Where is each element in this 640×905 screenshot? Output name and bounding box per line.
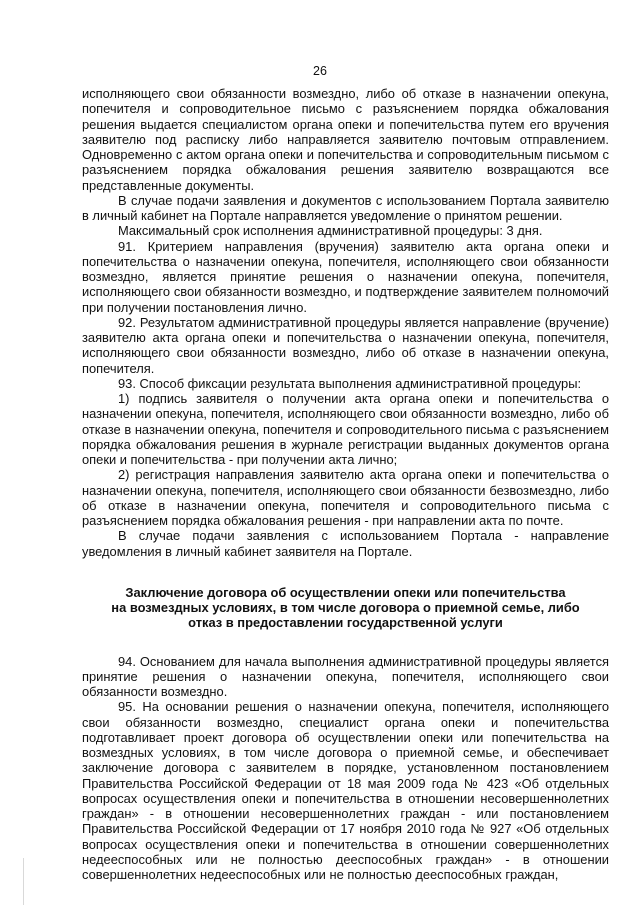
paragraph: Максимальный срок исполнения административной процедуры: 3 дня. xyxy=(118,223,543,239)
paragraph: исполняющего свои обязанности возмездно, либо об отказе в назначении опекуна, попечителя и сопроводительное письмо с разъяснением порядка обжалования решения выдается специалистом органа опеки и попечительства путем его вручения заявителю под расписку либо направляется заявителю почтовым отправлением. Одновременно с актом органа опеки и попечительства и сопроводительным письмом с разъяснением порядка обжалования решения заявителю возвращаются все представленные документы. xyxy=(82,86,609,193)
paragraph-item-94: 94. Основанием для начала выполнения административной процедуры является принятие решения о назначении опекуна, попечителя, исполняющего свои обязанности возмездно. xyxy=(82,653,609,699)
paragraph-item-95: 95. На основании решения о назначении опекуна, попечителя, исполняющего свои обязанности возмездно, специалист органа опеки и попечительства подготавливает проект договора об осуществлении опеки или попечительства на возмездных условиях, в том числе договора о приемной семье, и обеспечивает заключение договора с заявителем в порядке, установленном постановлением Правительства Российской Федерации от 18 мая 2009 года № 423 «Об отдельных вопросах осуществления опеки и попечительства в отношении несовершеннолетних граждан» - в отношении несовершеннолетних граждан - или постановлением Правительства Российской Федерации от 17 ноября 2010 года № 927 «Об отдельных вопросах осуществления опеки и попечительства в отношении совершеннолетних недееспособных или не полностью дееспособных граждан» - в отношении совершеннолетних недееспособных или не полностью дееспособных граждан, xyxy=(82,699,609,882)
section-heading-line: Заключение договора об осуществлении опеки или попечительства xyxy=(125,584,566,600)
scan-edge-mark xyxy=(23,858,24,905)
section-heading-line: отказ в предоставлении государственной услуги xyxy=(188,615,503,631)
page-number: 26 xyxy=(313,64,327,78)
paragraph-item-92: 92. Результатом административной процедуры является направление (вручение) заявителю акта органа опеки и попечительства о назначении опекуна, попечителя, исполняющего свои обязанности возмездно, либо об отказе в назначении опекуна, попечителя. xyxy=(82,314,609,376)
document-body xyxy=(82,86,609,882)
paragraph: В случае подачи заявления и документов с использованием Портала заявителю в личный кабинет на Портале направляется уведомление о принятом решении. xyxy=(82,192,609,223)
section-heading xyxy=(82,585,609,631)
paragraph-item-93: 93. Способ фиксации результата выполнения административной процедуры: xyxy=(118,375,582,391)
section-heading-line: на возмездных условиях, в том числе договора о приемной семье, либо xyxy=(111,600,580,615)
paragraph-item-91: 91. Критерием направления (вручения) заявителю акта органа опеки и попечительства о назначении опекуна, попечителя, исполняющего свои обязанности возмездно, является принятие решения о назначении опекуна, попечителя, исполняющего свои обязанности возмездно, и подтверждение заявителем полномочий при получении постановления лично. xyxy=(82,238,609,315)
paragraph: В случае подачи заявления с использованием Портала - направление уведомления в личный кабинет заявителя на Портале. xyxy=(82,528,609,559)
paragraph-subitem-1: 1) подпись заявителя о получении акта органа опеки и попечительства о назначении опекуна, попечителя, исполняющего свои обязанности возмездно, либо об отказе в назначении опекуна, попечителя и сопроводительного письма с разъяснением порядка обжалования решения в журнале регистрации выданных документов органа опеки и попечительства - при получении акта лично; xyxy=(82,391,609,467)
paragraph-subitem-2: 2) регистрация направления заявителю акта органа опеки и попечительства о назначении опекуна, попечителя, исполняющего свои обязанности безвозмездно, либо об отказе в назначении опекуна, попечителя и сопроводительного письма с разъяснением порядка обжалования решения - при направлении акта по почте. xyxy=(82,467,609,528)
